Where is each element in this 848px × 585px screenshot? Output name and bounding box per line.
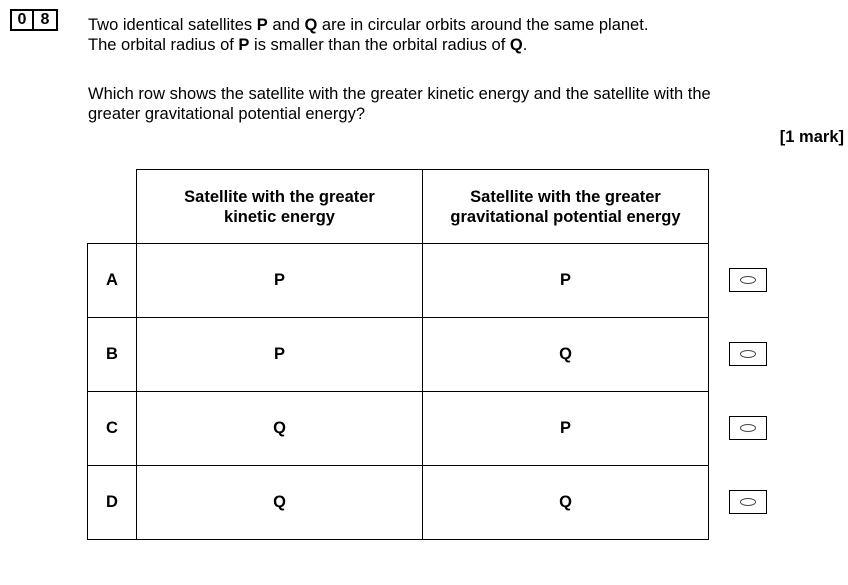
question-number-digit: 8 bbox=[34, 9, 58, 31]
gpe-cell: Q bbox=[423, 466, 709, 540]
satellite-q-label: Q bbox=[304, 16, 318, 34]
intro-text: and bbox=[267, 16, 305, 34]
question-number bbox=[10, 9, 58, 31]
answer-bubble-a[interactable] bbox=[729, 268, 767, 292]
empty-corner-cell bbox=[88, 170, 137, 244]
row-letter: A bbox=[88, 244, 137, 318]
oval-icon bbox=[740, 424, 756, 432]
kinetic-cell: Q bbox=[137, 392, 423, 466]
row-letter: C bbox=[88, 392, 137, 466]
kinetic-cell: P bbox=[137, 244, 423, 318]
prompt-line-2: greater gravitational potential energy? bbox=[88, 105, 366, 123]
table-row bbox=[88, 318, 709, 392]
intro-text: Two identical satellites bbox=[88, 16, 257, 34]
header-kinetic-energy bbox=[137, 170, 423, 244]
intro-text: are in circular orbits around the same planet. bbox=[317, 16, 649, 34]
intro-line-1 bbox=[88, 15, 648, 35]
table-header-row bbox=[88, 170, 709, 244]
answer-bubble-c[interactable] bbox=[729, 416, 767, 440]
intro-text: The orbital radius of bbox=[88, 36, 239, 54]
intro-text: is smaller than the orbital radius of bbox=[249, 36, 510, 54]
oval-icon bbox=[740, 498, 756, 506]
gpe-cell: Q bbox=[423, 318, 709, 392]
intro-text: . bbox=[522, 36, 528, 54]
header-text: Satellite with the greater bbox=[470, 187, 661, 206]
table-row bbox=[88, 392, 709, 466]
header-text: Satellite with the greater bbox=[184, 187, 375, 206]
mark-allocation: [1 mark] bbox=[779, 128, 844, 146]
row-letter: B bbox=[88, 318, 137, 392]
answer-bubble-d[interactable] bbox=[729, 490, 767, 514]
satellite-p-label: P bbox=[256, 16, 268, 34]
gpe-cell: P bbox=[423, 244, 709, 318]
answer-bubble-b[interactable] bbox=[729, 342, 767, 366]
header-gravitational-potential-energy bbox=[423, 170, 709, 244]
satellite-q-label: Q bbox=[509, 36, 523, 54]
table-row bbox=[88, 244, 709, 318]
row-letter: D bbox=[88, 466, 137, 540]
kinetic-cell: P bbox=[137, 318, 423, 392]
kinetic-cell: Q bbox=[137, 466, 423, 540]
header-text: kinetic energy bbox=[224, 207, 335, 226]
intro-line-2 bbox=[88, 35, 527, 55]
satellite-p-label: P bbox=[238, 36, 250, 54]
header-text: gravitational potential energy bbox=[450, 207, 681, 226]
answer-table bbox=[87, 169, 709, 540]
prompt-line-1: Which row shows the satellite with the greater kinetic energy and the satellite with the bbox=[88, 85, 711, 103]
table-row bbox=[88, 466, 709, 540]
gpe-cell: P bbox=[423, 392, 709, 466]
oval-icon bbox=[740, 350, 756, 358]
oval-icon bbox=[740, 276, 756, 284]
question-number-digit: 0 bbox=[10, 9, 34, 31]
